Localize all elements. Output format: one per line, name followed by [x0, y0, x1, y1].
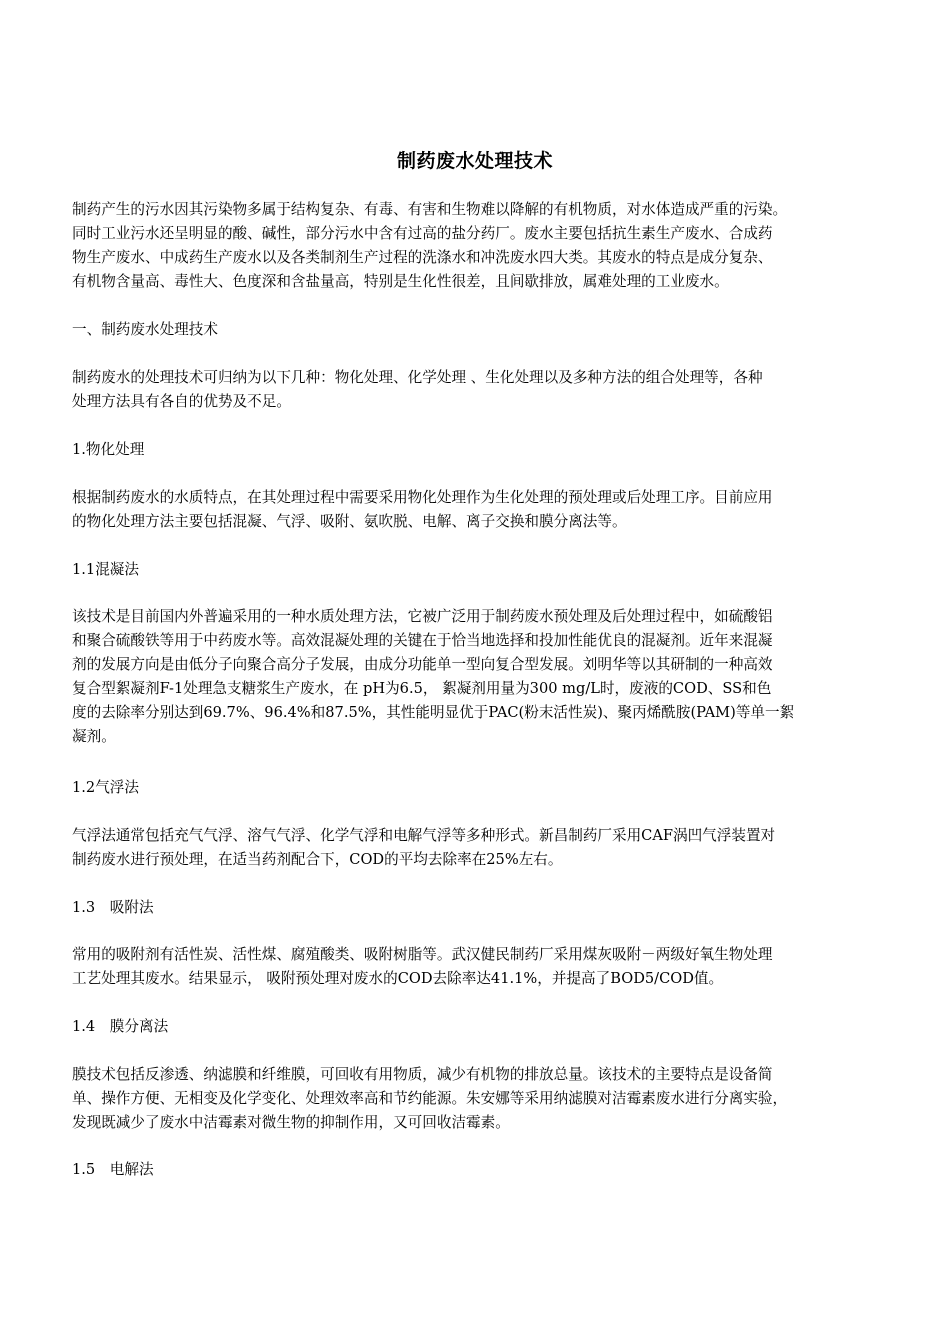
sub1-4-paragraph	[72, 1063, 890, 1135]
paragraph-line: 剂的发展方向是由低分子向聚合高分子发展，由成分功能单一型向复合型发展。刘明华等以其研制的一种高效	[72, 656, 773, 673]
paragraph-line: 物生产废水、中成药生产废水以及各类制剂生产过程的洗涤水和冲洗废水四大类。其废水的特点是成分复杂、	[72, 249, 773, 266]
subsection-heading-1: 1.物化处理	[72, 441, 145, 458]
paragraph-line: 的物化处理方法主要包括混凝、气浮、吸附、氨吹脱、电解、离子交换和膜分离法等。	[72, 513, 627, 530]
paragraph-line: 和聚合硫酸铁等用于中药废水等。高效混凝处理的关键在于恰当地选择和投加性能优良的混凝剂。近年来混凝	[72, 632, 773, 649]
subsection-heading-1-2: 1.2气浮法	[72, 779, 139, 796]
section1-paragraph	[72, 366, 890, 414]
sub1-3-paragraph	[72, 943, 890, 991]
document-page	[72, 0, 890, 1344]
paragraph-line: 度的去除率分别达到69.7%、96.4%和87.5%，其性能明显优于PAC(粉末活性炭)、聚丙烯酰胺(PAM)等单一絮	[72, 704, 795, 721]
paragraph-line: 膜技术包括反渗透、纳滤膜和纤维膜，可回收有用物质，减少有机物的排放总量。该技术的主要特点是设备简	[72, 1066, 773, 1083]
paragraph-line: 常用的吸附剂有活性炭、活性煤、腐殖酸类、吸附树脂等。武汉健民制药厂采用煤灰吸附－两级好氧生物处理	[72, 946, 773, 963]
sub1-1-paragraph	[72, 605, 890, 749]
section-heading-1: 一、制药废水处理技术	[72, 321, 218, 338]
paragraph-line: 复合型絮凝剂F-1处理急支糖浆生产废水，在 pH为6.5， 絮凝剂用量为300 mg/L时，废液的COD、SS和色	[72, 680, 772, 697]
subsection-heading-1-4: 1.4 膜分离法	[72, 1018, 169, 1035]
paragraph-line: 制药废水进行预处理，在适当药剂配合下，COD的平均去除率在25%左右。	[72, 851, 563, 868]
paragraph-line: 有机物含量高、毒性大、色度深和含盐量高，特别是生化性很差，且间歇排放，属难处理的工业废水。	[72, 273, 729, 290]
paragraph-line: 制药废水的处理技术可归纳为以下几种：物化处理、化学处理 、生化处理以及多种方法的组合处理等，各种	[72, 369, 763, 386]
paragraph-line: 气浮法通常包括充气气浮、溶气气浮、化学气浮和电解气浮等多种形式。新昌制药厂采用CAF涡凹气浮装置对	[72, 827, 776, 844]
subsection-heading-1-5: 1.5 电解法	[72, 1161, 154, 1178]
sub1-paragraph	[72, 486, 890, 534]
subsection-heading-1-3: 1.3 吸附法	[72, 899, 154, 916]
paragraph-line: 处理方法具有各自的优势及不足。	[72, 393, 291, 410]
document-title: 制药废水处理技术	[396, 150, 553, 172]
paragraph-line: 根据制药废水的水质特点，在其处理过程中需要采用物化处理作为生化处理的预处理或后处理工序。目前应用	[72, 489, 773, 506]
subsection-heading-1-1: 1.1混凝法	[72, 561, 139, 578]
paragraph-line: 工艺处理其废水。结果显示， 吸附预处理对废水的COD去除率达41.1%，并提高了BOD5/COD值。	[72, 970, 724, 987]
intro-paragraph	[72, 198, 890, 294]
paragraph-line: 同时工业污水还呈明显的酸、碱性，部分污水中含有过高的盐分药厂。废水主要包括抗生素生产废水、合成药	[72, 225, 773, 242]
sub1-2-paragraph	[72, 824, 890, 872]
paragraph-line: 单、操作方便、无相变及化学变化、处理效率高和节约能源。朱安娜等采用纳滤膜对洁霉素废水进行分离实验，	[72, 1090, 788, 1107]
paragraph-line: 凝剂。	[72, 728, 116, 745]
paragraph-line: 发现既减少了废水中洁霉素对微生物的抑制作用，又可回收洁霉素。	[72, 1114, 510, 1131]
paragraph-line: 该技术是目前国内外普遍采用的一种水质处理方法，它被广泛用于制药废水预处理及后处理过程中，如硫酸铝	[72, 608, 773, 625]
paragraph-line: 制药产生的污水因其污染物多属于结构复杂、有毒、有害和生物难以降解的有机物质，对水体造成严重的污染。	[72, 201, 788, 218]
